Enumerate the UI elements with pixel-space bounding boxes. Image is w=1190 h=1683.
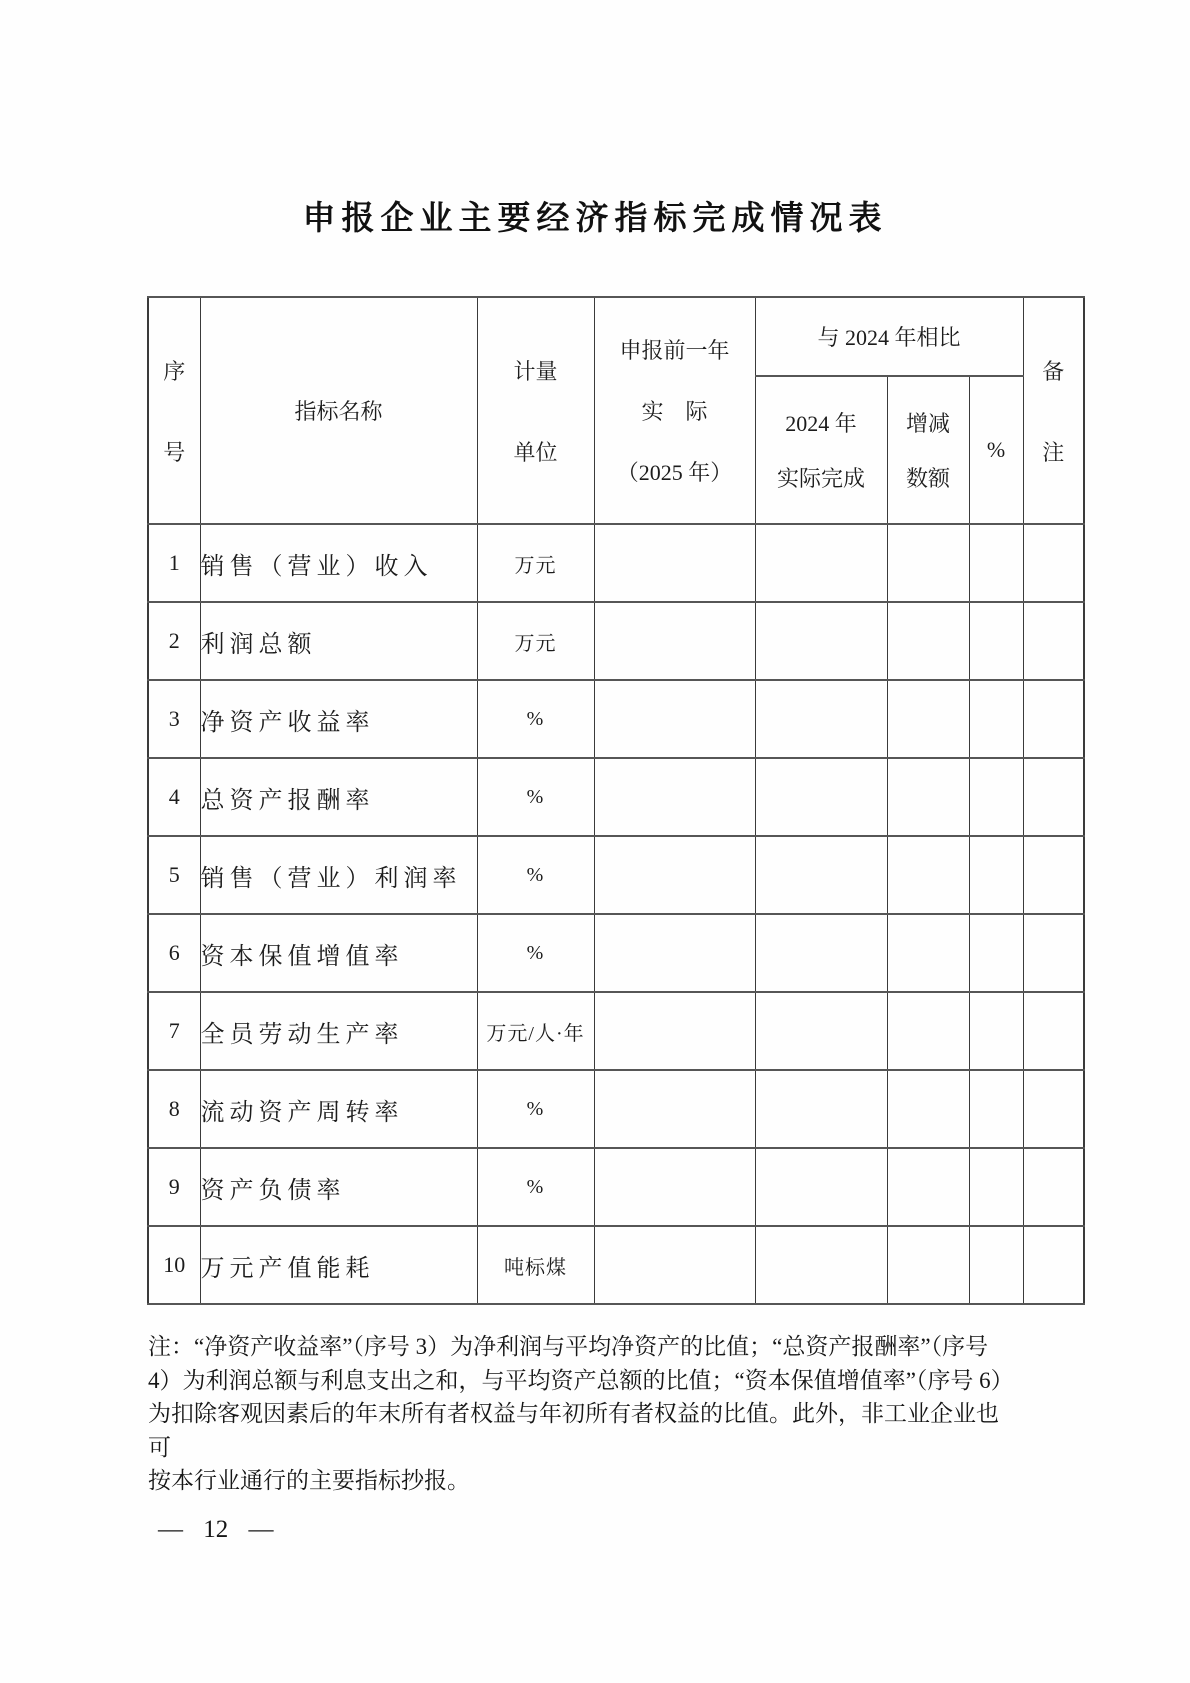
cell-change-amount [887,1226,969,1304]
table-row [148,1070,1084,1148]
cell-prev-year-actual [594,1226,755,1304]
cell-2024-actual [755,1070,887,1148]
table-row [148,602,1084,680]
cell-indicator-name: 销售（营业）收入 [200,524,477,602]
cell-remark [1023,1070,1084,1148]
header-seq-line1: 序 [163,358,186,384]
cell-percent [969,602,1023,680]
cell-prev-year-actual [594,836,755,914]
table-row [148,524,1084,602]
header-prev-year-actual [594,297,755,524]
cell-percent [969,680,1023,758]
footnote-line: 为扣除客观因素后的年末所有者权益与年初所有者权益的比值。此外，非工业企业也可 [148,1401,999,1460]
cell-change-amount [887,992,969,1070]
header-change-amount [887,376,969,524]
cell-indicator-name: 总资产报酬率 [200,758,477,836]
cell-percent [969,914,1023,992]
cell-seq-no: 5 [148,836,200,914]
cell-prev-year-actual [594,602,755,680]
cell-change-amount [887,1070,969,1148]
header-unit-line2: 单位 [513,439,558,465]
cell-remark [1023,602,1084,680]
cell-change-amount [887,914,969,992]
cell-unit: 万元/人·年 [477,992,594,1070]
header-prev-year-line2: 实 际 [641,399,708,424]
cell-change-amount [887,680,969,758]
cell-indicator-name: 利润总额 [200,602,477,680]
cell-2024-actual [755,914,887,992]
header-seq-line2: 号 [163,439,186,465]
cell-indicator-name: 流动资产周转率 [200,1070,477,1148]
header-remark-line2: 注 [1042,439,1065,465]
footnote-line: 4）为利润总额与利息支出之和，与平均资产总额的比值；“资本保值增值率”（序号 6） [148,1367,1014,1393]
footnote [148,1330,1014,1498]
cell-2024-actual [755,602,887,680]
cell-indicator-name: 资本保值增值率 [200,914,477,992]
header-change-line2: 数额 [905,466,950,492]
cell-seq-no: 8 [148,1070,200,1148]
table-row [148,914,1084,992]
cell-change-amount [887,602,969,680]
cell-seq-no: 10 [148,1226,200,1304]
cell-percent [969,1070,1023,1148]
cell-percent [969,1148,1023,1226]
cell-indicator-name: 万元产值能耗 [200,1226,477,1304]
cell-prev-year-actual [594,992,755,1070]
cell-remark [1023,836,1084,914]
cell-change-amount [887,524,969,602]
cell-seq-no: 6 [148,914,200,992]
cell-2024-actual [755,1148,887,1226]
cell-seq-no: 2 [148,602,200,680]
header-2024-actual [755,376,887,524]
cell-2024-actual [755,836,887,914]
cell-prev-year-actual [594,758,755,836]
cell-unit: 万元 [477,524,594,602]
table-header [148,297,1084,524]
cell-prev-year-actual [594,524,755,602]
header-2024-actual-line2: 实际完成 [776,466,865,492]
cell-indicator-name: 销售（营业）利润率 [200,836,477,914]
cell-indicator-name: 净资产收益率 [200,680,477,758]
cell-remark [1023,992,1084,1070]
table-row [148,992,1084,1070]
cell-unit: % [477,680,594,758]
cell-seq-no: 7 [148,992,200,1070]
cell-remark [1023,1148,1084,1226]
cell-unit: % [477,914,594,992]
cell-change-amount [887,836,969,914]
cell-unit: % [477,1070,594,1148]
header-seq-no [148,297,200,524]
cell-2024-actual [755,524,887,602]
table-row [148,1226,1084,1304]
cell-indicator-name: 全员劳动生产率 [200,992,477,1070]
cell-change-amount [887,1148,969,1226]
cell-prev-year-actual [594,1148,755,1226]
cell-2024-actual [755,1226,887,1304]
cell-prev-year-actual [594,1070,755,1148]
cell-percent [969,1226,1023,1304]
header-unit-line1: 计量 [513,358,558,384]
header-prev-year-line3: （2025 年） [616,459,733,485]
header-percent: % [969,376,1023,524]
cell-prev-year-actual [594,914,755,992]
table-row [148,758,1084,836]
economic-indicators-table [147,296,1085,1305]
cell-unit: % [477,1148,594,1226]
cell-unit: % [477,758,594,836]
cell-seq-no: 3 [148,680,200,758]
cell-unit: 万元 [477,602,594,680]
cell-seq-no: 1 [148,524,200,602]
footnote-line: 注：“净资产收益率”（序号 3）为净利润与平均净资产的比值；“总资产报酬率”（序号 [148,1334,989,1359]
header-2024-actual-line1: 2024 年 [785,410,857,436]
cell-remark [1023,758,1084,836]
cell-percent [969,992,1023,1070]
table-row [148,836,1084,914]
cell-2024-actual [755,680,887,758]
cell-2024-actual [755,758,887,836]
cell-percent [969,836,1023,914]
table-row [148,1148,1084,1226]
page-number: — 12 — [158,1516,274,1543]
page-title: 申报企业主要经济指标完成情况表 [302,201,888,237]
header-remark [1023,297,1084,524]
header-remark-line1: 备 [1042,358,1065,384]
header-vs-2024-group: 与 2024 年相比 [755,297,1023,376]
cell-prev-year-actual [594,680,755,758]
cell-seq-no: 4 [148,758,200,836]
header-prev-year-line1: 申报前一年 [619,338,730,364]
header-unit [477,297,594,524]
cell-remark [1023,524,1084,602]
table-row [148,680,1084,758]
table-body [148,524,1084,1304]
cell-unit: % [477,836,594,914]
cell-indicator-name: 资产负债率 [200,1148,477,1226]
cell-seq-no: 9 [148,1148,200,1226]
header-change-line1: 增减 [905,410,950,436]
cell-percent [969,524,1023,602]
cell-remark [1023,680,1084,758]
cell-change-amount [887,758,969,836]
footnote-line: 按本行业通行的主要指标抄报。 [148,1468,470,1493]
cell-2024-actual [755,992,887,1070]
cell-unit: 吨标煤 [477,1226,594,1304]
cell-remark [1023,1226,1084,1304]
cell-percent [969,758,1023,836]
header-indicator-name: 指标名称 [200,297,477,524]
cell-remark [1023,914,1084,992]
